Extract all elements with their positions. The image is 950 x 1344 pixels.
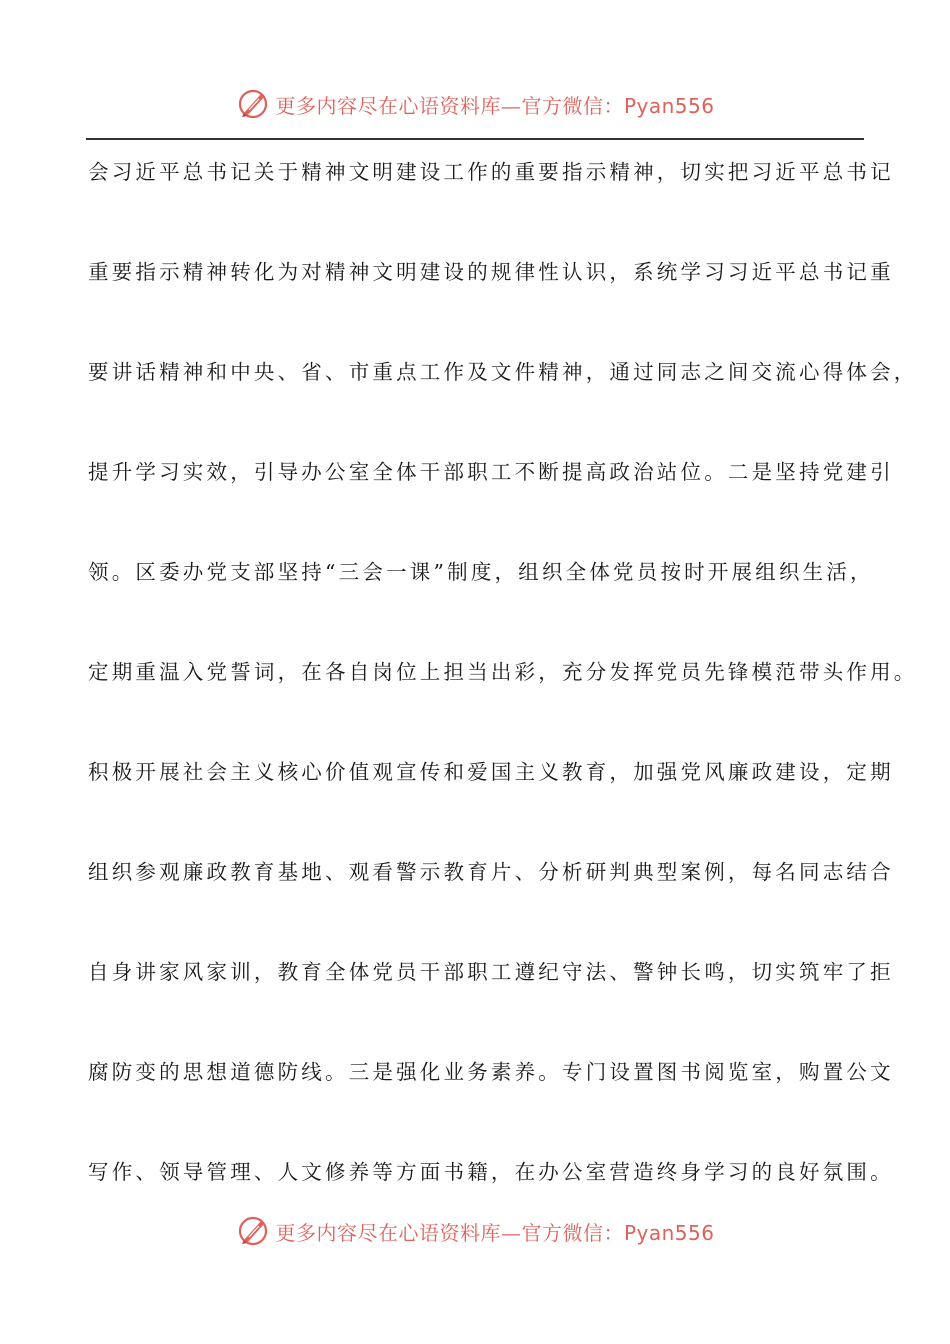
footer-separator: —: [500, 1220, 522, 1245]
body-line-5: 领。区委办党支部坚持“三会一课”制度，组织全体党员按时开展组织生活，: [88, 560, 874, 584]
header-banner: [0, 84, 950, 124]
header-banner-text: [275, 90, 714, 119]
footer-brand-text: 更多内容尽在心语资料库: [275, 1220, 501, 1245]
body-line-11: 写作、领导管理、人文修养等方面书籍，在办公室营造终身学习的良好氛围。: [88, 1160, 894, 1184]
footer-banner-text: [275, 1217, 714, 1246]
body-line-6: 定期重温入党誓词，在各自岗位上担当出彩，充分发挥党员先锋模范带头作用。: [88, 660, 918, 684]
body-line-2: 重要指示精神转化为对精神文明建设的规律性认识，系统学习习近平总书记重: [88, 260, 894, 284]
header-brand-text: 更多内容尽在心语资料库: [275, 93, 501, 118]
pen-quill-logo-icon: [235, 86, 271, 122]
body-line-10: 腐防变的思想道德防线。三是强化业务素养。专门设置图书阅览室，购置公文: [88, 1060, 894, 1084]
footer-wechat-text: 官方微信：Pyan556: [521, 1220, 715, 1245]
body-line-7: 积极开展社会主义核心价值观宣传和爱国主义教育，加强党风廉政建设，定期: [88, 760, 894, 784]
pen-quill-logo-icon: [235, 1213, 271, 1249]
header-separator: —: [500, 93, 522, 118]
header-divider: [86, 138, 864, 140]
body-line-9: 自身讲家风家训，教育全体党员干部职工遵纪守法、警钟长鸣，切实筑牢了拒: [88, 960, 894, 984]
body-line-1: 会习近平总书记关于精神文明建设工作的重要指示精神，切实把习近平总书记: [88, 160, 894, 184]
footer-banner: [0, 1211, 950, 1251]
body-line-8: 组织参观廉政教育基地、观看警示教育片、分析研判典型案例，每名同志结合: [88, 860, 894, 884]
body-line-3: 要讲话精神和中央、省、市重点工作及文件精神，通过同志之间交流心得体会，: [88, 360, 918, 384]
header-wechat-text: 官方微信：Pyan556: [521, 93, 715, 118]
body-line-4: 提升学习实效，引导办公室全体干部职工不断提高政治站位。二是坚持党建引: [88, 460, 894, 484]
document-body: [88, 150, 918, 1250]
